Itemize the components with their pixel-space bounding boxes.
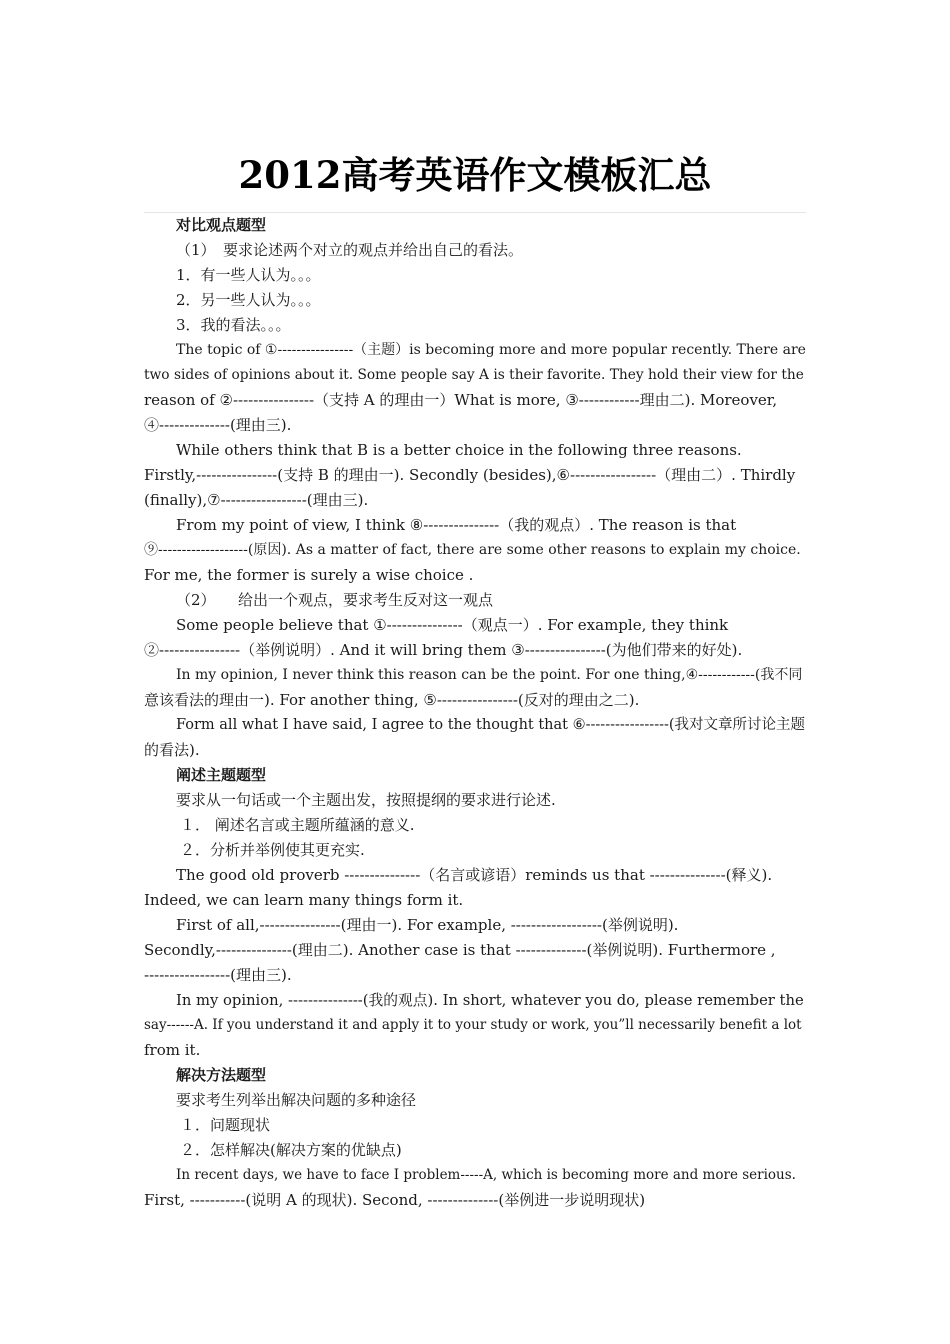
body-line: While others think that B is a better choice in the following three reasons.	[176, 441, 742, 459]
list-item: ２．分析并举例使其更充实.	[180, 841, 365, 859]
body-line: In my opinion, I never think this reason can be the point. For one thing,④------------(我不同	[176, 667, 803, 683]
body-line: -----------------(理由三).	[144, 966, 292, 984]
list-item: １．问题现状	[180, 1116, 271, 1134]
body-line: In my opinion, ---------------(我的观点). In short, whatever you do, please remember the	[176, 992, 804, 1009]
part2-intro: （2） 给出一个观点，要求考生反对这一观点	[176, 591, 494, 609]
body-line: say------A. If you understand it and apply it to your study or work, you”ll necessarily benefit a lot	[144, 1017, 802, 1033]
section-intro: 要求考生列举出解决问题的多种途径	[176, 1091, 417, 1109]
body-line: The topic of ①----------------（主题）is becoming more and more popular recently. There are	[176, 342, 806, 358]
list-item: 2．另一些人认为。。。	[176, 291, 321, 309]
body-line: The good old proverb ---------------（名言或谚语）reminds us that ---------------(释义).	[176, 866, 773, 884]
section-heading-contrast: 对比观点题型	[176, 216, 267, 234]
list-item: １． 阐述名言或主题所蕴涵的意义.	[180, 816, 415, 834]
section-heading-solution: 解决方法题型	[176, 1066, 267, 1084]
body-line: Firstly,----------------(支持 B 的理由一). Secondly (besides),⑥-----------------（理由二）. Thirdly	[144, 466, 796, 484]
body-line: Form all what I have said, I agree to the thought that ⑥-----------------(我对文章所讨论主题	[176, 717, 806, 733]
body-line: 的看法).	[144, 741, 200, 759]
body-line: From my point of view, I think ⑧---------------（我的观点）. The reason is that	[176, 516, 737, 534]
list-item: ２．怎样解决(解决方案的优缺点)	[180, 1141, 402, 1159]
body-line: ⑨-------------------(原因). As a matter of fact, there are some other reasons to explain my choice.	[144, 542, 801, 558]
body-line: ④--------------(理由三).	[144, 416, 292, 434]
list-item: 1．有一些人认为。。。	[176, 266, 321, 284]
body-line: (finally),⑦-----------------(理由三).	[144, 491, 369, 509]
body-line: from it.	[144, 1041, 201, 1059]
page-title: 2012高考英语作文模板汇总	[238, 153, 712, 197]
body-line: First, -----------(说明 A 的现状). Second, --------------(举例进一步说明现状)	[144, 1191, 646, 1209]
body-line: 意该看法的理由一). For another thing, ⑤----------------(反对的理由之二).	[144, 691, 640, 709]
list-item: 3．我的看法。。。	[176, 316, 291, 334]
body-line: reason of ②----------------（支持 A 的理由一）What is more, ③------------理由二). Moreover,	[144, 391, 778, 409]
section-heading-theme: 阐述主题题型	[176, 766, 267, 784]
body-line: two sides of opinions about it. Some people say A is their favorite. They hold their view for the	[144, 367, 804, 383]
document-body	[144, 213, 806, 1213]
body-line: Secondly,---------------(理由二). Another case is that --------------(举例说明). Furthermore ,	[144, 941, 776, 959]
body-line: ②----------------（举例说明）. And it will bring them ③----------------(为他们带来的好处).	[144, 641, 743, 659]
part1-intro: （1） 要求论述两个对立的观点并给出自己的看法。	[176, 241, 524, 259]
body-line: First of all,----------------(理由一). For example, ------------------(举例说明).	[176, 916, 679, 934]
section-intro: 要求从一句话或一个主题出发，按照提纲的要求进行论述.	[176, 791, 556, 809]
body-line: In recent days, we have to face I problem-----A, which is becoming more and more serious.	[176, 1167, 796, 1183]
body-line: Indeed, we can learn many things form it.	[144, 891, 464, 909]
body-line: Some people believe that ①---------------（观点一）. For example, they think	[176, 616, 729, 634]
body-line: For me, the former is surely a wise choice .	[144, 566, 474, 584]
